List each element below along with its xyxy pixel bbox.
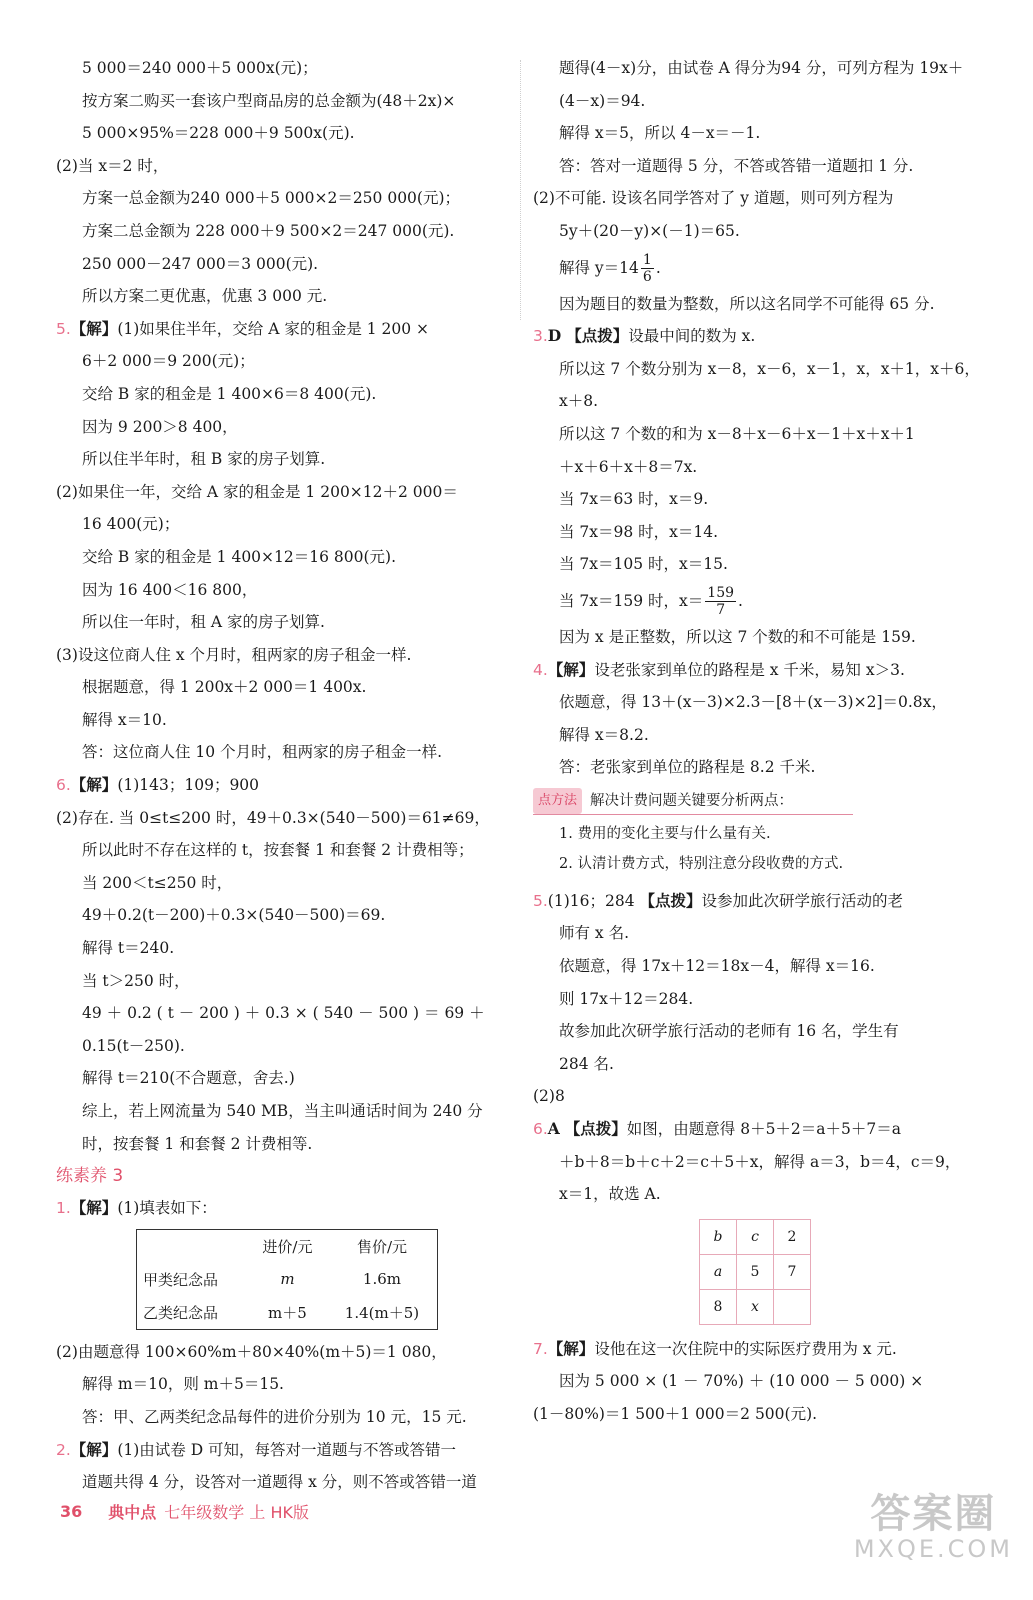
text-line: 当 t＞250 时， [82, 971, 190, 990]
text-line: ＋x＋6＋x＋8＝7x. [559, 457, 698, 476]
text-line: ＋b＋8＝b＋c＋2＝c＋5＋x，解得 a＝3，b＝4，c＝9， [559, 1152, 961, 1171]
answer-letter: D [547, 326, 562, 346]
solution-tag: 【解】 [547, 659, 595, 679]
table-row [137, 1263, 438, 1296]
fraction-denominator: 7 [716, 602, 726, 619]
text-line: 时，按套餐 1 和套餐 2 计费相等. [82, 1134, 313, 1153]
text-line: 答：答对一道题得 5 分，不答或答错一道题扣 1 分. [559, 156, 914, 175]
text-line: 师有 x 名. [559, 924, 630, 943]
grid-cell: x [737, 1289, 774, 1324]
text-line: 所以这 7 个数的和为 x－8＋x－6＋x－1＋x＋x＋1 [559, 424, 915, 443]
grid-row [700, 1254, 811, 1289]
text-line: 所以住半年时，租 B 家的房子划算. [82, 450, 326, 469]
text-line: 交给 B 家的租金是 1 400×12＝16 800(元). [82, 547, 397, 566]
text-line: (2)当 x＝2 时， [56, 156, 169, 175]
right-column [533, 52, 993, 1431]
text-line: 因为 x 是正整数，所以这 7 个数的和不可能是 159. [559, 627, 916, 646]
text-line: 16 400(元)； [82, 515, 180, 534]
text-line: (2)不可能. 设该名同学答对了 y 道题，则可列方程为 [533, 189, 894, 208]
text-line: 答：老张家到单位的路程是 8.2 千米. [559, 758, 816, 777]
page-number: 36 [60, 1502, 83, 1521]
left-column [56, 52, 506, 1499]
fraction [641, 252, 654, 285]
table-cell: 甲类纪念品 [143, 1270, 219, 1289]
text-line: 5y＋(20－y)×(－1)＝65. [559, 221, 740, 240]
text-line: 按方案二购买一套该户型商品房的总金额为(48＋2x)× [82, 91, 456, 110]
question-1-header [56, 1192, 506, 1225]
text-line: 答：甲、乙两类纪念品每件的进价分别为 10 元，15 元. [82, 1407, 467, 1426]
section-title: 练素养 3 [56, 1166, 124, 1187]
text-line: x＋8. [559, 392, 599, 411]
table-cell: 1.4(m＋5) [344, 1303, 420, 1322]
text-line: 所以这 7 个数分别为 x－8，x－6，x－1，x，x＋1，x＋6， [559, 359, 980, 378]
question-number: 3. [533, 327, 548, 346]
question-5-header [533, 885, 993, 918]
watermark [854, 1492, 1013, 1562]
text-line: 所以方案二更优惠，优惠 3 000 元. [82, 287, 328, 306]
solution-tag: 【解】 [70, 318, 118, 338]
text-line: 如图，由题意得 8＋5＋2＝a＋5＋7＝a [626, 1120, 901, 1139]
question-6-header [533, 1113, 993, 1146]
method-title: 解决计费问题关键要分析两点： [590, 792, 794, 809]
table-cell: m [280, 1270, 295, 1289]
method-item: 1. 费用的变化主要与什么量有关. [559, 825, 771, 842]
grid-row [700, 1289, 811, 1324]
table-row [137, 1296, 438, 1330]
question-4-header [533, 654, 993, 687]
text-line: 因为 5 000 × (1 － 70%) ＋ (10 000 － 5 000) × [559, 1372, 924, 1391]
text-line: 当 7x＝63 时，x＝9. [559, 490, 709, 509]
number-grid [699, 1219, 811, 1325]
text-line: (1)143；109；900 [117, 776, 260, 795]
text-line: 因为 16 400＜16 800， [82, 580, 258, 599]
question-3-header [533, 320, 993, 353]
text-segment: 解得 y＝14 [559, 258, 639, 277]
text-line: 因为 9 200＞8 400， [82, 417, 238, 436]
fraction-numerator: 1 [642, 252, 652, 269]
book-title: 七年级数学 上 HK版 [164, 1503, 309, 1522]
text-line: 根据题意，得 1 200x＋2 000＝1 400x. [82, 678, 367, 697]
text-line: 当 7x＝105 时，x＝15. [559, 555, 728, 574]
text-line: 6＋2 000＝9 200(元)； [82, 352, 255, 371]
question-number: 4. [533, 660, 548, 679]
text-line: 答：这位商人住 10 个月时，租两家的房子租金一样. [82, 743, 443, 762]
text-line: 解得 m＝10，则 m＋5＝15. [82, 1375, 284, 1394]
solution-tag: 【解】 [70, 1439, 118, 1459]
watermark-url: MXQE.COM [853, 1535, 1013, 1563]
text-segment: 当 7x＝159 时，x＝ [559, 591, 704, 610]
text-line: 方案二总金额为 228 000＋9 500×2＝247 000(元). [82, 221, 455, 240]
watermark-text: 答案圈 [870, 1491, 997, 1537]
text-line: 49 ＋ 0.2 ( t － 200 ) ＋ 0.3 × ( 540 － 500 ) ＝ 69 ＋ [82, 1004, 485, 1023]
text-line: 依题意，得 13＋(x－3)×2.3－[8＋(x－3)×2]＝0.8x， [559, 693, 947, 712]
table-cell: 乙类纪念品 [143, 1303, 219, 1322]
method-header [533, 788, 993, 814]
text-line: (4－x)＝94. [559, 91, 646, 110]
text-line: 49＋0.2(t－200)＋0.3×(540－500)＝69. [82, 906, 386, 925]
text-line: (1－80%)＝1 500＋1 000＝2 500(元). [533, 1405, 818, 1423]
text-line: 道题共得 4 分，设答对一道题得 x 分，则不答或答错一道 [82, 1473, 477, 1492]
text-line: (2)存在. 当 0≤t≤200 时，49＋0.3×(540－500)＝61≠69， [56, 808, 490, 827]
text-line: 综上，若上网流量为 540 MB，当主叫通话时间为 240 分 [82, 1102, 483, 1120]
text-line: 解得 t＝210(不合题意，舍去.) [82, 1069, 295, 1088]
text-line: (1)填表如下： [117, 1199, 217, 1218]
question-number: 5. [56, 319, 71, 338]
table-header-row [137, 1229, 438, 1263]
table-cell: 售价/元 [356, 1237, 407, 1256]
question-number: 2. [56, 1440, 71, 1459]
fraction-line: 解得 y＝14 $\frac{1}{6}$ . [559, 252, 661, 286]
grid-cell: 7 [774, 1254, 811, 1289]
text-line: (1)由试卷 D 可知，每答对一道题与不答或答错一 [117, 1440, 457, 1459]
question-7-header [533, 1333, 993, 1366]
table-cell: m＋5 [268, 1303, 307, 1322]
text-line: 解得 t＝240. [82, 939, 175, 958]
text-line: 5 000×95%＝228 000＋9 500x(元). [82, 124, 355, 143]
grid-cell: c [737, 1219, 774, 1254]
text-line: 交给 B 家的租金是 1 400×6＝8 400(元). [82, 384, 377, 403]
question-number: 1. [56, 1199, 71, 1218]
table-cell [137, 1229, 248, 1263]
method-divider [533, 814, 853, 815]
grid-cell: a [700, 1254, 737, 1289]
grid-cell: 5 [737, 1254, 774, 1289]
text-line: 解得 x＝5，所以 4－x＝－1. [559, 124, 761, 143]
grid-cell: 8 [700, 1289, 737, 1324]
text-line: x＝1，故选 A. [559, 1185, 661, 1204]
text-line: (2)如果住一年，交给 A 家的租金是 1 200×12＋2 000＝ [56, 482, 458, 501]
text-line: 0.15(t－250). [82, 1036, 185, 1055]
price-table [136, 1229, 438, 1330]
method-badge: 点方法 [533, 788, 582, 814]
grid-cell: 2 [774, 1219, 811, 1254]
text-line: 解得 x＝8.2. [559, 725, 649, 744]
fraction-denominator: 6 [642, 269, 652, 286]
text-line: 284 名. [559, 1054, 614, 1073]
fraction-line: 当 7x＝159 时，x＝ $\frac{159}{7}$ . [559, 585, 743, 619]
text-line: 解得 x＝10. [82, 710, 167, 729]
grid-cell [774, 1289, 811, 1324]
text-line: 250 000－247 000＝3 000(元). [82, 254, 319, 273]
text-line: (1)如果住半年，交给 A 家的租金是 1 200 × [117, 319, 430, 338]
question-6-header [56, 769, 506, 802]
text-line: 5 000＝240 000＋5 000x(元)； [82, 59, 318, 77]
table-cell: 进价/元 [262, 1237, 313, 1256]
method-box [533, 788, 993, 879]
question-5-header [56, 313, 506, 346]
text-line: 题得(4－x)分，由试卷 A 得分为94 分，可列方程为 19x＋ [559, 59, 964, 77]
solution-tag: 【解】 [70, 775, 118, 795]
question-number: 6. [533, 1120, 548, 1139]
brand-logo: 典中点 [108, 1503, 157, 1522]
text-segment: 设参加此次研学旅行活动的老 [701, 891, 904, 910]
hint-tag: 【点拨】 [566, 326, 629, 346]
text-line: (2)8 [533, 1087, 565, 1106]
hint-tag: 【点拨】 [564, 1119, 627, 1139]
text-line: 当 200＜t≤250 时， [82, 873, 233, 892]
text-line: 故参加此次研学旅行活动的老师有 16 名，学生有 [559, 1022, 899, 1041]
grid-cell: b [700, 1219, 737, 1254]
text-line: 依题意，得 17x＋12＝18x－4，解得 x＝16. [559, 957, 875, 976]
text-line: 设最中间的数为 x. [628, 327, 756, 346]
hint-tag: 【点拨】 [639, 890, 702, 910]
text-line: 当 7x＝98 时，x＝14. [559, 522, 719, 541]
page-footer [60, 1500, 309, 1523]
solution-tag: 【解】 [70, 1198, 118, 1218]
fraction-numerator: 159 [707, 585, 735, 602]
question-number: 5. [533, 891, 548, 910]
table-cell: 1.6m [362, 1270, 402, 1289]
text-line: (3)设这位商人住 x 个月时，租两家的房子租金一样. [56, 645, 412, 664]
question-2-header [56, 1434, 506, 1467]
fraction [705, 585, 736, 618]
column-divider [520, 60, 521, 320]
text-line: 设他在这一次住院中的实际医疗费用为 x 元. [594, 1339, 897, 1358]
question-number: 7. [533, 1339, 548, 1358]
text-line: 所以此时不存在这样的 t，按套餐 1 和套餐 2 计费相等； [82, 841, 474, 860]
text-line: 设老张家到单位的路程是 x 千米，易知 x＞3. [594, 660, 905, 679]
text-line: 因为题目的数量为整数，所以这名同学不可能得 65 分. [559, 294, 935, 313]
text-segment: (1)16；284 [547, 891, 635, 910]
grid-row [700, 1219, 811, 1254]
solution-tag: 【解】 [547, 1338, 595, 1358]
question-number: 6. [56, 776, 71, 795]
method-item: 2. 认清计费方式，特别注意分段收费的方式. [559, 855, 844, 872]
text-line: (2)由题意得 100×60%m＋80×40%(m＋5)＝1 080， [56, 1342, 447, 1361]
answer-letter: A [547, 1119, 560, 1139]
text-line: 则 17x＋12＝284. [559, 989, 694, 1008]
text-line: 方案一总金额为240 000＋5 000×2＝250 000(元)； [82, 189, 461, 208]
text-line: 所以住一年时，租 A 家的房子划算. [82, 613, 325, 632]
